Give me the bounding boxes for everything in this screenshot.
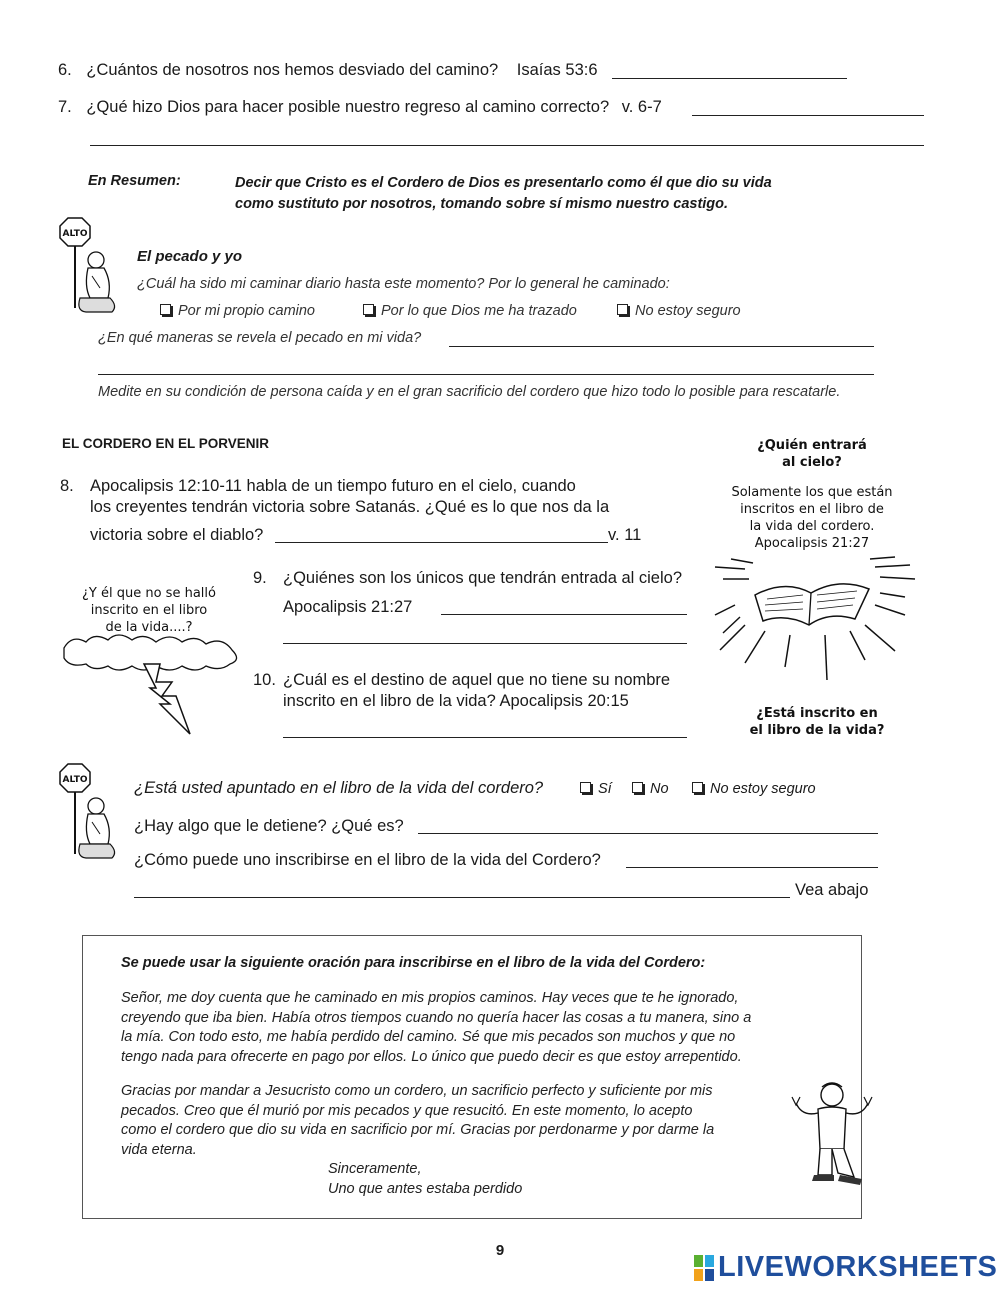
question-8-line1: Apocalipsis 12:10-11 habla de un tiempo futuro en el cielo, cuando <box>90 477 576 495</box>
checkbox-icon[interactable] <box>160 304 171 315</box>
pecado-question-2: ¿En qué maneras se revela el pecado en mi vida? <box>98 330 422 346</box>
liveworksheets-logo-icon <box>694 1255 714 1281</box>
question-8-ref: v. 11 <box>608 526 642 544</box>
answer-line-q8[interactable] <box>275 542 608 543</box>
alto-sign-label-2: ALTO <box>62 775 88 785</box>
side-comic-title: ¿Quién entrará al cielo? <box>757 438 867 470</box>
pecado-option-2[interactable]: Por lo que Dios me ha trazado <box>363 303 577 319</box>
answer-line-q7[interactable] <box>692 115 924 116</box>
prayer-title: Se puede usar la siguiente oración para inscribirse en el libro de la vida del Cordero: <box>121 955 706 971</box>
question-10-line1: ¿Cuál es el destino de aquel que no tiene su nombre <box>283 671 671 689</box>
answer-line-alto2-q3b[interactable] <box>134 897 790 898</box>
cloud-comic-text: ¿Y él que no se halló inscrito en el libro de la vida....? <box>82 586 216 635</box>
question-9-num: 9. <box>253 569 267 587</box>
alto-sign-figure-icon <box>56 216 126 316</box>
meditate-text: Medite en su condición de persona caída y en el gran sacrificio del cordero que hizo todo lo posible para rescatarle. <box>98 384 841 400</box>
side-comic-bottom: ¿Está inscrito en el libro de la vida? <box>749 706 885 738</box>
question-8-num: 8. <box>60 477 74 495</box>
prayer-paragraph-1: Señor, me doy cuenta que he caminado en mis propios caminos. Hay veces que te he ignorado, creyendo que iba bien. Había otros tiempos cuando no quería hacer las cosas a tu manera, sino a la mía. Con todo esto, me había perdido del camino. Sé que mis pecados son muchos y que no tengo nada para ofrecerte en pago por ellos. Lo único que puedo decir es que estoy arrepentido. <box>121 990 752 1065</box>
question-6: 6. ¿Cuántos de nosotros nos hemos desviado del camino? Isaías 53:6 <box>58 61 598 79</box>
question-7: 7. ¿Qué hizo Dios para hacer posible nuestro regreso al camino correcto? v. 6-7 <box>58 98 662 116</box>
pecado-title: El pecado y yo <box>137 248 243 265</box>
alto2-option-si[interactable]: Sí <box>580 781 612 797</box>
question-10-num: 10. <box>253 671 276 689</box>
answer-line-q7b[interactable] <box>90 145 924 146</box>
section-heading: EL CORDERO EN EL PORVENIR <box>62 436 270 451</box>
question-9-line1: ¿Quiénes son los únicos que tendrán entrada al cielo? <box>283 569 683 587</box>
alto2-option-no[interactable]: No <box>632 781 669 797</box>
summary-text: Decir que Cristo es el Cordero de Dios es presentarlo como él que dio su vida como sustituto por nosotros, tomando sobre sí mismo nuestro castigo. <box>235 175 772 212</box>
question-8-line3: victoria sobre el diablo? <box>90 526 264 544</box>
question-8-line2: los creyentes tendrán victoria sobre Satanás. ¿Qué es lo que nos da la <box>90 498 610 516</box>
prayer-closing: Sinceramente, Uno que antes estaba perdido <box>328 1161 523 1197</box>
answer-line-q9b[interactable] <box>283 643 687 644</box>
checkbox-icon[interactable] <box>363 304 374 315</box>
checkbox-icon[interactable] <box>580 782 591 793</box>
question-10-line2: inscrito en el libro de la vida? Apocalipsis 20:15 <box>283 692 629 710</box>
alto2-question-2: ¿Hay algo que le detiene? ¿Qué es? <box>134 817 404 835</box>
alto-sign-label: ALTO <box>62 229 88 239</box>
answer-line-q9[interactable] <box>441 614 687 615</box>
answer-line-pecado[interactable] <box>449 346 874 347</box>
page-number: 9 <box>495 1242 505 1259</box>
prayer-paragraph-2: Gracias por mandar a Jesucristo como un cordero, un sacrificio perfecto y suficiente por mis pecados. Creo que él murió por mis pecados y que resucitó. En este momento, lo acepto como el cordero que dio su vida en sacrificio por mí. Gracias por perdonarme y por darme la vida eterna. <box>121 1083 715 1158</box>
pecado-question: ¿Cuál ha sido mi caminar diario hasta este momento? Por lo general he caminado: <box>137 276 670 292</box>
answer-line-alto2-q3[interactable] <box>626 867 878 868</box>
answer-line-alto2-q2[interactable] <box>418 833 878 834</box>
alto-sign-figure-icon-2 <box>56 762 126 862</box>
brand-name[interactable]: LIVEWORKSHEETS <box>718 1251 998 1283</box>
alto2-question-1: ¿Está usted apuntado en el libro de la vida del cordero? <box>134 779 544 797</box>
pecado-option-3[interactable]: No estoy seguro <box>617 303 741 319</box>
alto2-option-unsure[interactable]: No estoy seguro <box>692 781 816 797</box>
checkbox-icon[interactable] <box>632 782 643 793</box>
alto2-question-3: ¿Cómo puede uno inscribirse en el libro de la vida del Cordero? <box>134 851 601 869</box>
summary-label: En Resumen: <box>88 173 181 189</box>
pecado-option-1[interactable]: Por mi propio camino <box>160 303 315 319</box>
side-comic-desc: Solamente los que están inscritos en el libro de la vida del cordero. Apocalipsis 21:27 <box>731 485 893 551</box>
storm-cloud-lightning-icon <box>60 630 250 740</box>
praying-figure-icon <box>782 1075 882 1187</box>
book-of-life-icon <box>705 555 920 685</box>
checkbox-icon[interactable] <box>617 304 628 315</box>
see-below-text: Vea abajo <box>795 881 869 899</box>
answer-line-q6[interactable] <box>612 78 847 79</box>
checkbox-icon[interactable] <box>692 782 703 793</box>
answer-line-q10[interactable] <box>283 737 687 738</box>
question-9-ref: Apocalipsis 21:27 <box>283 598 413 616</box>
answer-line-pecado-2[interactable] <box>98 374 874 375</box>
